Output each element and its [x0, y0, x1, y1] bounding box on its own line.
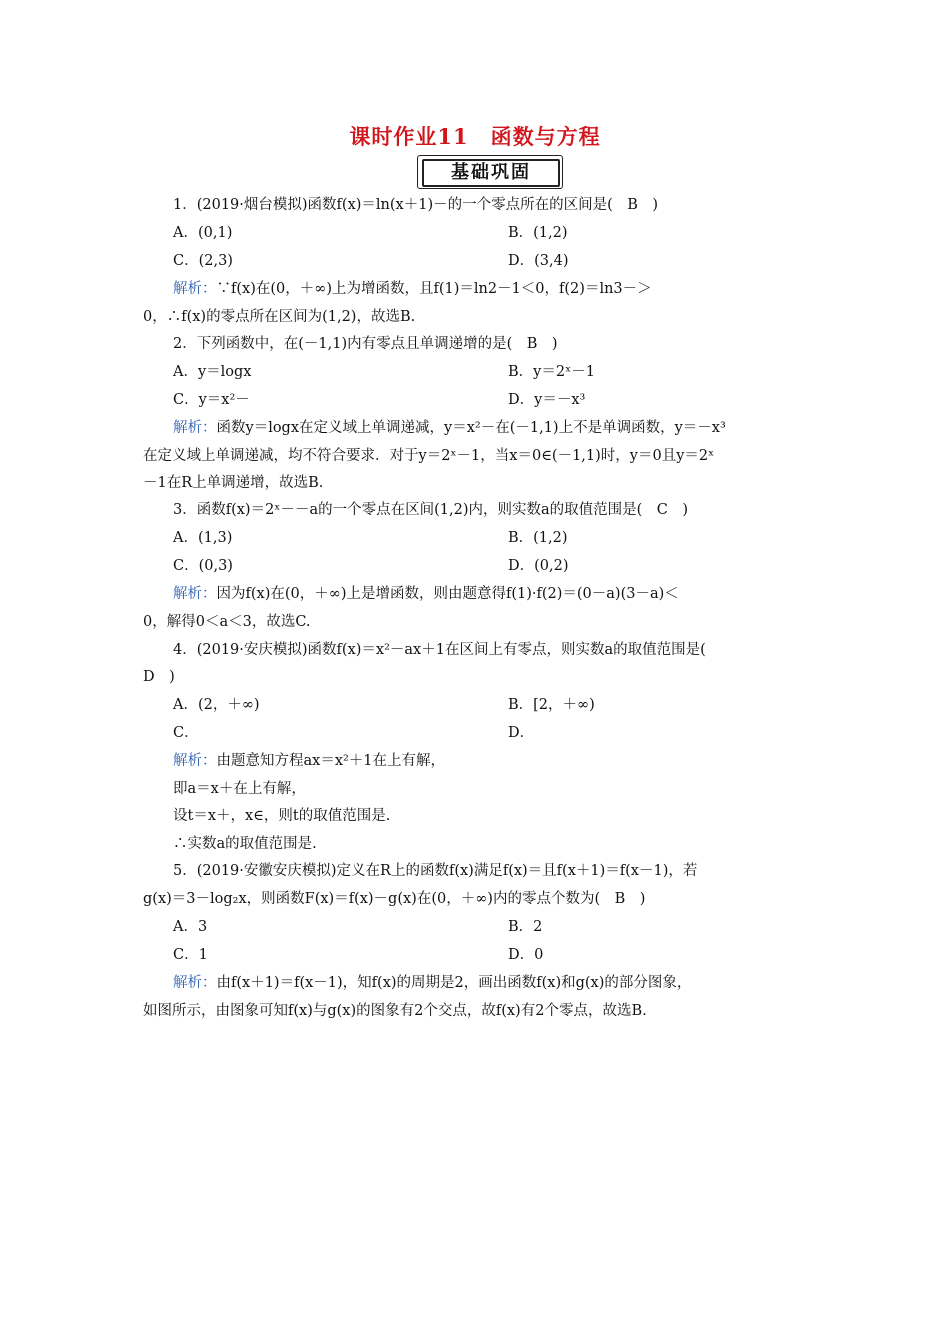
question-4-option-a: A．(2，＋∞)	[173, 697, 260, 713]
solution-text: 由f(x＋1)＝f(x－1)，知f(x)的周期是2，画出函数f(x)和g(x)的部分图象，	[216, 975, 692, 991]
question-1-option-b: B．(1,2)	[508, 225, 568, 241]
question-4-solution-line-1	[173, 751, 445, 771]
question-1-solution-line-2: 0，∴f(x)的零点所在区间为(1,2)，故选B.	[143, 309, 416, 325]
section-badge	[417, 155, 563, 189]
question-2-option-d: D．y＝－x³	[508, 392, 586, 408]
question-1-stem: 1．(2019·烟台模拟)函数f(x)＝ln(x＋1)－的一个零点所在的区间是( B )	[173, 197, 659, 213]
solution-text: 因为f(x)在(0，＋∞)上是增函数，则由题意得f(1)·f(2)＝(0－a)(3－a)＜	[216, 586, 679, 602]
question-3-option-c: C．(0,3)	[173, 558, 233, 574]
analysis-label: 解析：	[173, 420, 217, 436]
question-3-option-b: B．(1,2)	[508, 530, 568, 546]
question-5-option-a: A．3	[173, 919, 208, 935]
question-2-solution-line-3: －1在R上单调递增，故选B.	[143, 475, 324, 491]
analysis-label: 解析：	[173, 586, 217, 602]
question-3-option-a: A．(1,3)	[173, 530, 233, 546]
question-5-stem-line-2: g(x)＝3－log₂x，则函数F(x)＝f(x)－g(x)在(0，＋∞)内的零点个数为( B )	[143, 891, 646, 907]
question-5-option-b: B．2	[508, 919, 543, 935]
question-2-stem: 2．下列函数中，在(－1,1)内有零点且单调递增的是( B )	[173, 336, 558, 352]
question-1-option-a: A．(0,1)	[173, 225, 233, 241]
question-4-solution-line-3: 设t＝x＋，x∈，则t的取值范围是.	[173, 808, 391, 824]
badge-frame	[417, 155, 563, 189]
question-3-option-d: D．(0,2)	[508, 558, 569, 574]
question-2-option-c: C．y＝x²－	[173, 392, 250, 408]
question-2-option-a: A．y＝logx	[173, 364, 252, 380]
question-4-option-c: C．	[173, 725, 199, 741]
solution-text: 由题意知方程ax＝x²＋1在上有解，	[216, 753, 446, 769]
question-1-option-d: D．(3,4)	[508, 253, 569, 269]
solution-text: ∵f(x)在(0，＋∞)上为增函数，且f(1)＝ln2－1＜0，f(2)＝ln3－＞	[216, 281, 652, 297]
solution-text: 函数y＝logx在定义域上单调递减，y＝x²－在(－1,1)上不是单调函数，y＝－x³	[216, 420, 726, 436]
question-5-option-c: C．1	[173, 947, 208, 963]
question-1-solution-line-1	[173, 279, 652, 299]
question-5-stem-line-1: 5．(2019·安徽安庆模拟)定义在R上的函数f(x)满足f(x)＝且f(x＋1)＝f(x－1)，若	[173, 863, 698, 879]
page-title: 课时作业11 函数与方程	[349, 124, 601, 149]
question-3-stem: 3．函数f(x)＝2ˣ－－a的一个零点在区间(1,2)内，则实数a的取值范围是( C )	[173, 502, 689, 518]
analysis-label: 解析：	[173, 975, 217, 991]
badge-label: 基础巩固	[422, 159, 560, 187]
question-4-option-b: B．[2，＋∞)	[508, 697, 595, 713]
question-4-solution-line-4: ∴实数a的取值范围是.	[173, 836, 317, 852]
question-5-option-d: D．0	[508, 947, 544, 963]
question-4-option-d: D．	[508, 725, 535, 741]
question-5-solution-line-1	[173, 973, 691, 993]
question-3-solution-line-1	[173, 584, 679, 604]
question-4-stem-line-1: 4．(2019·安庆模拟)函数f(x)＝x²－ax＋1在区间上有零点，则实数a的取值范围是(	[173, 642, 706, 658]
question-4-stem-line-2: D )	[143, 669, 175, 685]
question-4-solution-line-2: 即a＝x＋在上有解，	[173, 781, 306, 797]
analysis-label: 解析：	[173, 281, 217, 297]
question-2-option-b: B．y＝2ˣ－1	[508, 364, 595, 380]
question-3-solution-line-2: 0，解得0＜a＜3，故选C.	[143, 614, 311, 630]
question-5-solution-line-2: 如图所示，由图象可知f(x)与g(x)的图象有2个交点，故f(x)有2个零点，故选B.	[143, 1003, 647, 1019]
question-1-option-c: C．(2,3)	[173, 253, 233, 269]
analysis-label: 解析：	[173, 753, 217, 769]
question-2-solution-line-2: 在定义域上单调递减，均不符合要求．对于y＝2ˣ－1，当x＝0∈(－1,1)时，y＝0且y＝2ˣ	[143, 448, 715, 464]
question-2-solution-line-1	[173, 418, 726, 438]
